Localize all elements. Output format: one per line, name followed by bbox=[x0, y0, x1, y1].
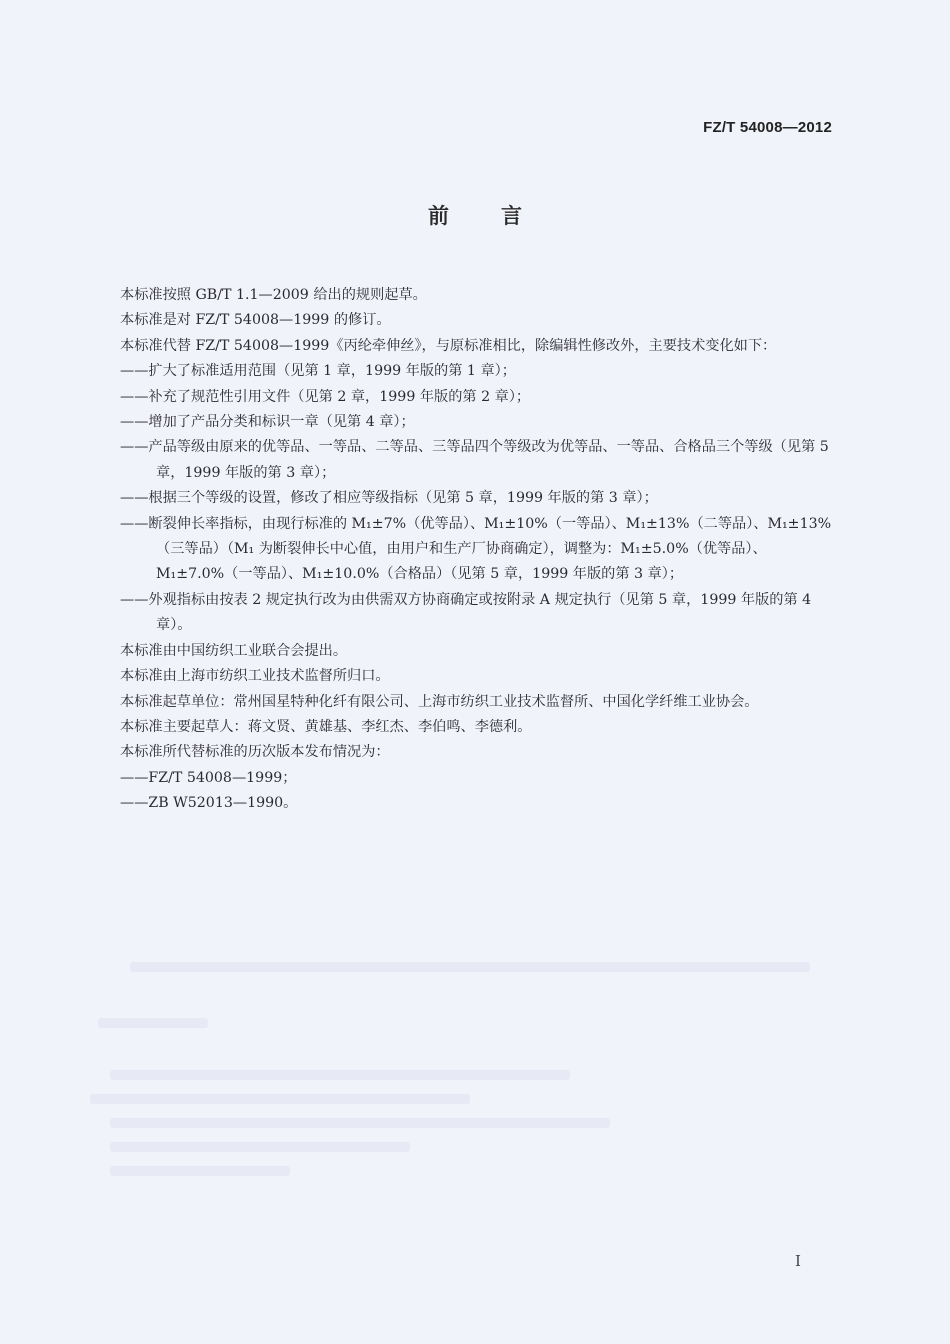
list-item: ——补充了规范性引用文件（见第 2 章，1999 年版的第 2 章）； bbox=[120, 388, 531, 405]
page-number: I bbox=[795, 1252, 801, 1270]
paragraph: 本标准由上海市纺织工业技术监督所归口。 bbox=[120, 668, 390, 685]
paragraph: 本标准所代替标准的历次版本发布情况为： bbox=[120, 744, 390, 761]
list-item: ——产品等级由原来的优等品、一等品、二等品、三等品四个等级改为优等品、一等品、合格品三个等级（见第 5 章，1999 年版的第 3 章）； bbox=[120, 439, 829, 481]
foreword-body bbox=[92, 283, 832, 817]
show-through-artifact bbox=[90, 1094, 470, 1104]
show-through-artifact bbox=[130, 962, 810, 972]
show-through-artifact bbox=[110, 1070, 570, 1080]
paragraph: 本标准按照 GB/T 1.1—2009 给出的规则起草。 bbox=[120, 287, 427, 303]
show-through-artifact bbox=[98, 1018, 208, 1028]
list-item: ——断裂伸长率指标，由现行标准的 M₁±7%（优等品）、M₁±10%（一等品）、M₁±13%（二等品）、M₁±13%（三等品）（M₁ 为断裂伸长中心值，由用户和生产厂协商确定），调整为：M₁±5.0%（优等品）、M₁±7.0%（一等品）、M₁±10.0%（合格品）（见第 5 章，1999 年版的第 3 章）； bbox=[120, 515, 832, 583]
list-item: ——扩大了标准适用范围（见第 1 章，1999 年版的第 1 章）； bbox=[120, 363, 516, 380]
paragraph: 本标准起草单位：常州国星特种化纤有限公司、上海市纺织工业技术监督所、中国化学纤维工业协会。 bbox=[120, 693, 759, 710]
list-item: ——FZ/T 54008—1999； bbox=[120, 769, 297, 786]
show-through-artifact bbox=[110, 1118, 610, 1128]
show-through-artifact bbox=[110, 1166, 290, 1176]
paragraph: 本标准代替 FZ/T 54008—1999《丙纶牵伸丝》，与原标准相比，除编辑性修改外，主要技术变化如下： bbox=[120, 337, 777, 354]
standard-code: FZ/T 54008—2012 bbox=[703, 119, 832, 136]
paragraph: 本标准由中国纺织工业联合会提出。 bbox=[120, 642, 348, 659]
list-item: ——根据三个等级的设置，修改了相应等级指标（见第 5 章，1999 年版的第 3 章）； bbox=[120, 490, 658, 507]
list-item: ——ZB W52013—1990。 bbox=[120, 795, 298, 812]
list-item: ——增加了产品分类和标识一章（见第 4 章）； bbox=[120, 414, 415, 431]
paragraph: 本标准是对 FZ/T 54008—1999 的修订。 bbox=[120, 312, 391, 329]
list-item: ——外观指标由按表 2 规定执行改为由供需双方协商确定或按附录 A 规定执行（见第 5 章，1999 年版的第 4 章）。 bbox=[120, 591, 812, 634]
show-through-artifact bbox=[110, 1142, 410, 1152]
page-title: 前言 bbox=[428, 204, 574, 228]
paragraph: 本标准主要起草人：蒋文贤、黄雄基、李红杰、李伯鸣、李德利。 bbox=[120, 718, 532, 735]
